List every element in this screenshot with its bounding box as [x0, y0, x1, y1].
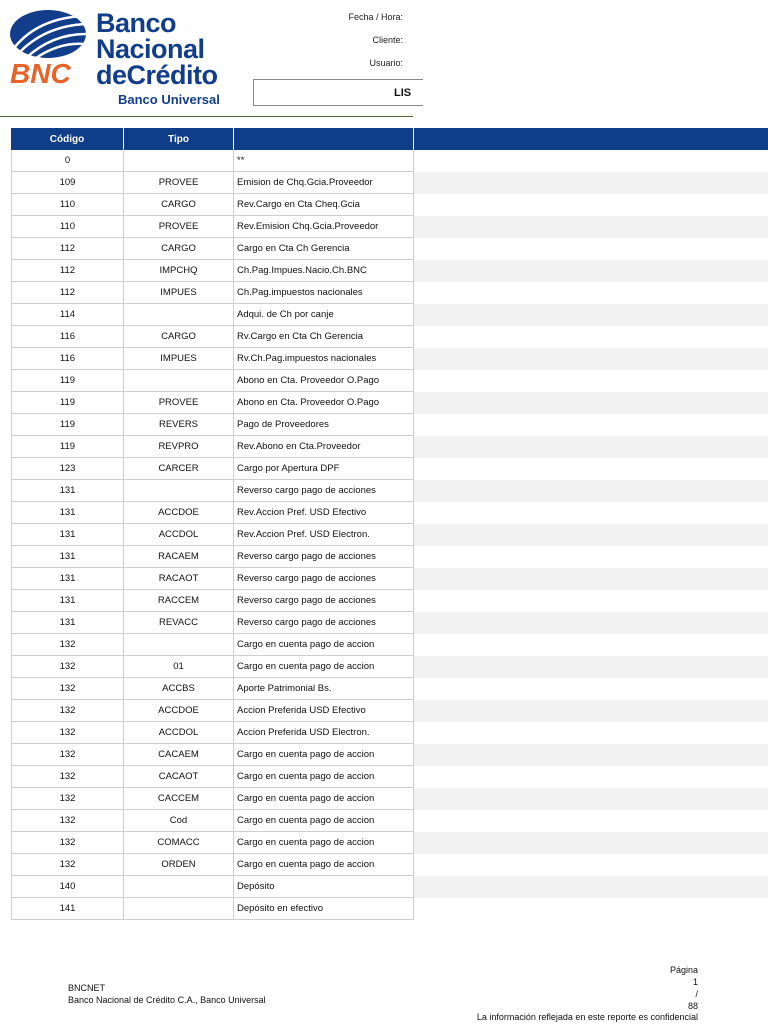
row-description: Cargo por Apertura DPF [234, 458, 414, 480]
row-type: CARGO [124, 194, 234, 216]
bank-logo [8, 8, 228, 108]
table-row [11, 370, 768, 392]
page-total: 88 [687, 1001, 698, 1011]
table-row [11, 238, 768, 260]
row-filler [414, 568, 768, 590]
row-type [124, 480, 234, 502]
row-code: 132 [11, 700, 124, 722]
row-filler [414, 216, 768, 238]
row-code: 140 [11, 876, 124, 898]
row-filler [414, 590, 768, 612]
table-row [11, 458, 768, 480]
table-row [11, 656, 768, 678]
table-row [11, 172, 768, 194]
logo-abbr: BNC [10, 58, 71, 89]
row-filler [414, 238, 768, 260]
row-type: ACCDOL [124, 722, 234, 744]
footer-company [68, 982, 266, 1006]
table-row [11, 722, 768, 744]
page-current: 1 [692, 977, 698, 987]
row-description: Cargo en Cta Ch Gerencia [234, 238, 414, 260]
row-code: 109 [11, 172, 124, 194]
page-label: Página [669, 965, 698, 975]
footer-company-name: Banco Nacional de Crédito C.A., Banco Universal [68, 995, 266, 1005]
row-type: CARGO [124, 238, 234, 260]
table-row [11, 348, 768, 370]
page-separator: / [695, 989, 698, 999]
report-title: LIS [394, 87, 412, 99]
row-code: 110 [11, 216, 124, 238]
row-code: 119 [11, 436, 124, 458]
row-description: Cargo en cuenta pago de accion [234, 788, 414, 810]
table-row [11, 612, 768, 634]
table-row [11, 634, 768, 656]
row-description: Cargo en cuenta pago de accion [234, 766, 414, 788]
row-type: CARGO [124, 326, 234, 348]
table-row [11, 326, 768, 348]
row-filler [414, 194, 768, 216]
row-filler [414, 700, 768, 722]
usuario-label: Usuario: [369, 58, 403, 68]
row-filler [414, 656, 768, 678]
row-filler [414, 326, 768, 348]
row-type [124, 876, 234, 898]
logo-subtitle: Banco Universal [118, 92, 220, 107]
row-description: Cargo en cuenta pago de accion [234, 810, 414, 832]
row-code: 131 [11, 590, 124, 612]
table-row [11, 832, 768, 854]
logo-name-line3: deCrédito [96, 60, 218, 90]
row-filler [414, 392, 768, 414]
row-description: Pago de Proveedores [234, 414, 414, 436]
row-type: REVERS [124, 414, 234, 436]
row-description: Emision de Chq.Gcia.Proveedor [234, 172, 414, 194]
row-type: IMPUES [124, 348, 234, 370]
row-code: 131 [11, 568, 124, 590]
row-code: 119 [11, 414, 124, 436]
row-code: 131 [11, 612, 124, 634]
row-filler [414, 810, 768, 832]
row-type: REVPRO [124, 436, 234, 458]
row-description: Abono en Cta. Proveedor O.Pago [234, 392, 414, 414]
row-code: 112 [11, 260, 124, 282]
row-type: ACCDOE [124, 700, 234, 722]
header-rest [414, 128, 768, 150]
row-code: 0 [11, 150, 124, 172]
row-code: 119 [11, 392, 124, 414]
row-filler [414, 172, 768, 194]
row-description: Rev.Accion Pref. USD Electron. [234, 524, 414, 546]
row-code: 132 [11, 634, 124, 656]
row-type: ACCBS [124, 678, 234, 700]
cliente-label: Cliente: [372, 35, 403, 45]
row-code: 110 [11, 194, 124, 216]
table-row [11, 568, 768, 590]
row-filler [414, 304, 768, 326]
row-filler [414, 678, 768, 700]
row-description: Cargo en cuenta pago de accion [234, 656, 414, 678]
table-row [11, 524, 768, 546]
row-code: 132 [11, 788, 124, 810]
row-type: CACAEM [124, 744, 234, 766]
row-description: Ch.Pag.impuestos nacionales [234, 282, 414, 304]
row-code: 131 [11, 480, 124, 502]
table-row [11, 216, 768, 238]
row-description: Rv.Ch.Pag.impuestos nacionales [234, 348, 414, 370]
row-type: RACAOT [124, 568, 234, 590]
row-code: 131 [11, 524, 124, 546]
row-type [124, 634, 234, 656]
row-code: 123 [11, 458, 124, 480]
row-description: Rv.Cargo en Cta Ch Gerencia [234, 326, 414, 348]
row-type: 01 [124, 656, 234, 678]
row-filler [414, 282, 768, 304]
row-filler [414, 436, 768, 458]
row-code: 141 [11, 898, 124, 920]
row-filler [414, 744, 768, 766]
row-type [124, 370, 234, 392]
row-code: 116 [11, 348, 124, 370]
row-description: Rev.Accion Pref. USD Efectivo [234, 502, 414, 524]
row-code: 132 [11, 854, 124, 876]
row-type: COMACC [124, 832, 234, 854]
row-type: RACAEM [124, 546, 234, 568]
row-description: ** [234, 150, 414, 172]
fecha-label: Fecha / Hora: [348, 12, 403, 22]
row-description: Abono en Cta. Proveedor O.Pago [234, 370, 414, 392]
row-description: Reverso cargo pago de acciones [234, 612, 414, 634]
row-description: Depósito [234, 876, 414, 898]
row-filler [414, 634, 768, 656]
table-row [11, 502, 768, 524]
logo-globe-icon [8, 8, 90, 60]
row-description: Cargo en cuenta pago de accion [234, 634, 414, 656]
table-row [11, 590, 768, 612]
row-description: Rev.Emision Chq.Gcia.Proveedor [234, 216, 414, 238]
row-code: 132 [11, 678, 124, 700]
row-type: PROVEE [124, 392, 234, 414]
table-row [11, 876, 768, 898]
row-description: Cargo en cuenta pago de accion [234, 832, 414, 854]
row-filler [414, 898, 768, 920]
row-code: 132 [11, 832, 124, 854]
row-filler [414, 458, 768, 480]
row-filler [414, 766, 768, 788]
row-filler [414, 348, 768, 370]
row-type: ACCDOE [124, 502, 234, 524]
table-row [11, 436, 768, 458]
table-row [11, 766, 768, 788]
table-row [11, 546, 768, 568]
row-description: Rev.Abono en Cta.Proveedor [234, 436, 414, 458]
table-body [11, 150, 768, 920]
table-row [11, 392, 768, 414]
row-type: IMPCHQ [124, 260, 234, 282]
row-description: Reverso cargo pago de acciones [234, 546, 414, 568]
row-description: Reverso cargo pago de acciones [234, 568, 414, 590]
row-code: 132 [11, 810, 124, 832]
header-type: Tipo [124, 128, 234, 150]
header-code: Código [11, 128, 124, 150]
footer-system: BNCNET [68, 983, 106, 993]
row-filler [414, 832, 768, 854]
row-type: PROVEE [124, 172, 234, 194]
row-description: Accion Preferida USD Efectivo [234, 700, 414, 722]
table-row [11, 414, 768, 436]
row-code: 116 [11, 326, 124, 348]
row-filler [414, 502, 768, 524]
table-row [11, 810, 768, 832]
row-code: 131 [11, 546, 124, 568]
row-description: Aporte Patrimonial Bs. [234, 678, 414, 700]
row-description: Ch.Pag.Impues.Nacio.Ch.BNC [234, 260, 414, 282]
row-type: RACCEM [124, 590, 234, 612]
row-code: 112 [11, 282, 124, 304]
row-type: ACCDOL [124, 524, 234, 546]
table-row [11, 788, 768, 810]
codes-table [11, 128, 768, 920]
table-row [11, 898, 768, 920]
row-code: 131 [11, 502, 124, 524]
logo-name-line1: Banco [96, 8, 177, 38]
row-filler [414, 524, 768, 546]
row-filler [414, 722, 768, 744]
row-description: Depósito en efectivo [234, 898, 414, 920]
logo-name-line2: Nacional [96, 34, 205, 64]
row-type: CACCEM [124, 788, 234, 810]
table-row [11, 194, 768, 216]
header-divider [0, 116, 413, 117]
row-filler [414, 788, 768, 810]
row-code: 132 [11, 722, 124, 744]
row-type: IMPUES [124, 282, 234, 304]
report-title-box [253, 79, 423, 106]
row-type [124, 304, 234, 326]
row-type: ORDEN [124, 854, 234, 876]
row-filler [414, 854, 768, 876]
table-row [11, 480, 768, 502]
row-code: 132 [11, 744, 124, 766]
row-filler [414, 150, 768, 172]
row-filler [414, 260, 768, 282]
row-code: 112 [11, 238, 124, 260]
row-filler [414, 370, 768, 392]
row-code: 119 [11, 370, 124, 392]
row-type: CARCER [124, 458, 234, 480]
row-description: Cargo en cuenta pago de accion [234, 744, 414, 766]
row-description: Reverso cargo pago de acciones [234, 590, 414, 612]
row-filler [414, 876, 768, 898]
confidential-note: La información reflejada en este reporte es confidencial [476, 1012, 698, 1022]
row-filler [414, 480, 768, 502]
table-row [11, 282, 768, 304]
table-row [11, 304, 768, 326]
table-row [11, 678, 768, 700]
row-type [124, 898, 234, 920]
row-type: CACAOT [124, 766, 234, 788]
table-row [11, 854, 768, 876]
table-row [11, 150, 768, 172]
header-description [234, 128, 414, 150]
row-type: Cod [124, 810, 234, 832]
row-description: Rev.Cargo en Cta Cheq.Gcia [234, 194, 414, 216]
row-filler [414, 414, 768, 436]
row-filler [414, 612, 768, 634]
table-row [11, 700, 768, 722]
row-type: PROVEE [124, 216, 234, 238]
row-description: Adqui. de Ch por canje [234, 304, 414, 326]
row-filler [414, 546, 768, 568]
table-header [11, 128, 768, 150]
page-indicator [670, 964, 698, 1012]
row-description: Cargo en cuenta pago de accion [234, 854, 414, 876]
row-description: Accion Preferida USD Electron. [234, 722, 414, 744]
row-type: REVACC [124, 612, 234, 634]
table-row [11, 744, 768, 766]
row-code: 132 [11, 766, 124, 788]
row-type [124, 150, 234, 172]
row-description: Reverso cargo pago de acciones [234, 480, 414, 502]
row-code: 114 [11, 304, 124, 326]
table-row [11, 260, 768, 282]
row-code: 132 [11, 656, 124, 678]
